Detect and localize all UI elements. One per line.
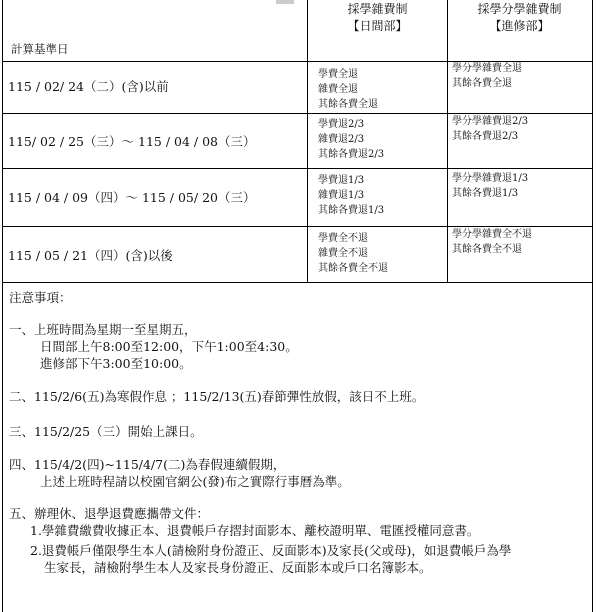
day-refund-line: 學費退2/3 — [318, 119, 365, 130]
day-refund-line: 雜費全退 — [318, 84, 358, 95]
night-division-title: 採學分學雜費制 — [477, 2, 562, 16]
table-rule — [2, 168, 592, 169]
note-item-4-line-2: 上述上班時程請以校園官網公(發)布之實際行事曆為準。 — [40, 474, 350, 489]
day-refund-line: 其餘各費全不退 — [318, 263, 388, 274]
period-cell: 115 / 02/ 24（二）(含)以前 — [8, 79, 169, 94]
night-refund-line: 其餘各費退1/3 — [452, 188, 519, 199]
day-refund-cell — [318, 67, 378, 112]
table-column-divider — [307, 0, 308, 282]
night-refund-cell — [452, 227, 532, 257]
cropped-header-mark — [276, 0, 294, 4]
day-refund-line: 其餘各費退2/3 — [318, 149, 385, 160]
note-item-5: 五、辦理休、退學退費應攜帶文件： — [9, 506, 210, 521]
table-column-divider — [447, 0, 448, 282]
day-refund-line: 其餘各費退1/3 — [318, 205, 385, 216]
note-item-5-sub-2-line-2: 生家長，請檢附學生本人及家長身份證正、反面影本或戶口名簿影本。 — [44, 560, 432, 575]
day-division-title: 採學雜費制 — [347, 2, 408, 16]
day-refund-line: 學費全退 — [318, 69, 358, 80]
night-refund-line: 其餘各費全退 — [452, 78, 512, 89]
period-cell: 115 / 04 / 09（四）～ 115 / 05/ 20（三） — [8, 190, 256, 205]
night-refund-line: 學分學雜費全不退 — [452, 229, 532, 240]
night-refund-line: 其餘各費退2/3 — [452, 131, 519, 142]
day-refund-line: 學費全不退 — [318, 233, 368, 244]
day-refund-line: 其餘各費全退 — [318, 99, 378, 110]
day-division-subtitle: 【日間部】 — [347, 19, 408, 33]
night-division-header — [448, 1, 591, 35]
day-division-header — [308, 1, 447, 35]
night-division-subtitle: 【進修部】 — [489, 19, 550, 33]
day-refund-line: 雜費退2/3 — [318, 134, 365, 145]
notes-heading: 注意事項： — [9, 290, 72, 305]
night-refund-line: 學分學雜費全退 — [452, 63, 522, 74]
night-refund-cell — [452, 171, 528, 201]
day-refund-cell — [318, 173, 384, 218]
note-item-1-line-2: 日間部上午8:00至12:00，下午1:00至4:30。 — [40, 339, 298, 354]
night-refund-cell — [452, 114, 528, 144]
note-item-2: 二、115/2/6(五)為寒假作息 ；115/2/13(五)春節彈性放假，該日不上班。 — [9, 389, 425, 404]
day-refund-line: 雜費全不退 — [318, 248, 368, 259]
period-cell: 115 / 05 / 21（四）(含)以後 — [8, 248, 173, 263]
note-item-4: 四、115/4/2(四)~115/4/7(二)為春假連續假期， — [9, 457, 286, 472]
night-refund-line: 學分學雜費退1/3 — [452, 173, 529, 184]
night-refund-line: 其餘各費全不退 — [452, 244, 522, 255]
day-refund-line: 雜費退1/3 — [318, 190, 365, 201]
night-refund-cell — [452, 61, 522, 91]
day-refund-cell — [318, 117, 384, 162]
note-item-5-sub-2: 2.退費帳戶僅限學生本人(請檢附身份證正、反面影本)及家長(父或母)，如退費帳戶為學 — [30, 543, 512, 558]
note-item-1-line-3: 進修部下午3:00至10:00。 — [40, 356, 192, 371]
night-refund-line: 學分學雜費退2/3 — [452, 116, 529, 127]
base-date-label: 計算基準日 — [11, 42, 69, 56]
day-refund-line: 學費退1/3 — [318, 175, 365, 186]
day-refund-cell — [318, 231, 388, 276]
table-rule — [2, 282, 592, 283]
note-item-5-sub-1: 1.學雜費繳費收據正本、退費帳戶存摺封面影本、離校證明單、電匯授權同意書。 — [30, 523, 480, 538]
period-cell: 115/ 02 / 25（三）～ 115 / 04 / 08（三） — [8, 134, 256, 149]
note-item-1: 一、上班時間為星期一至星期五， — [9, 322, 197, 337]
note-item-3: 三、115/2/25（三）開始上課日。 — [9, 424, 203, 439]
